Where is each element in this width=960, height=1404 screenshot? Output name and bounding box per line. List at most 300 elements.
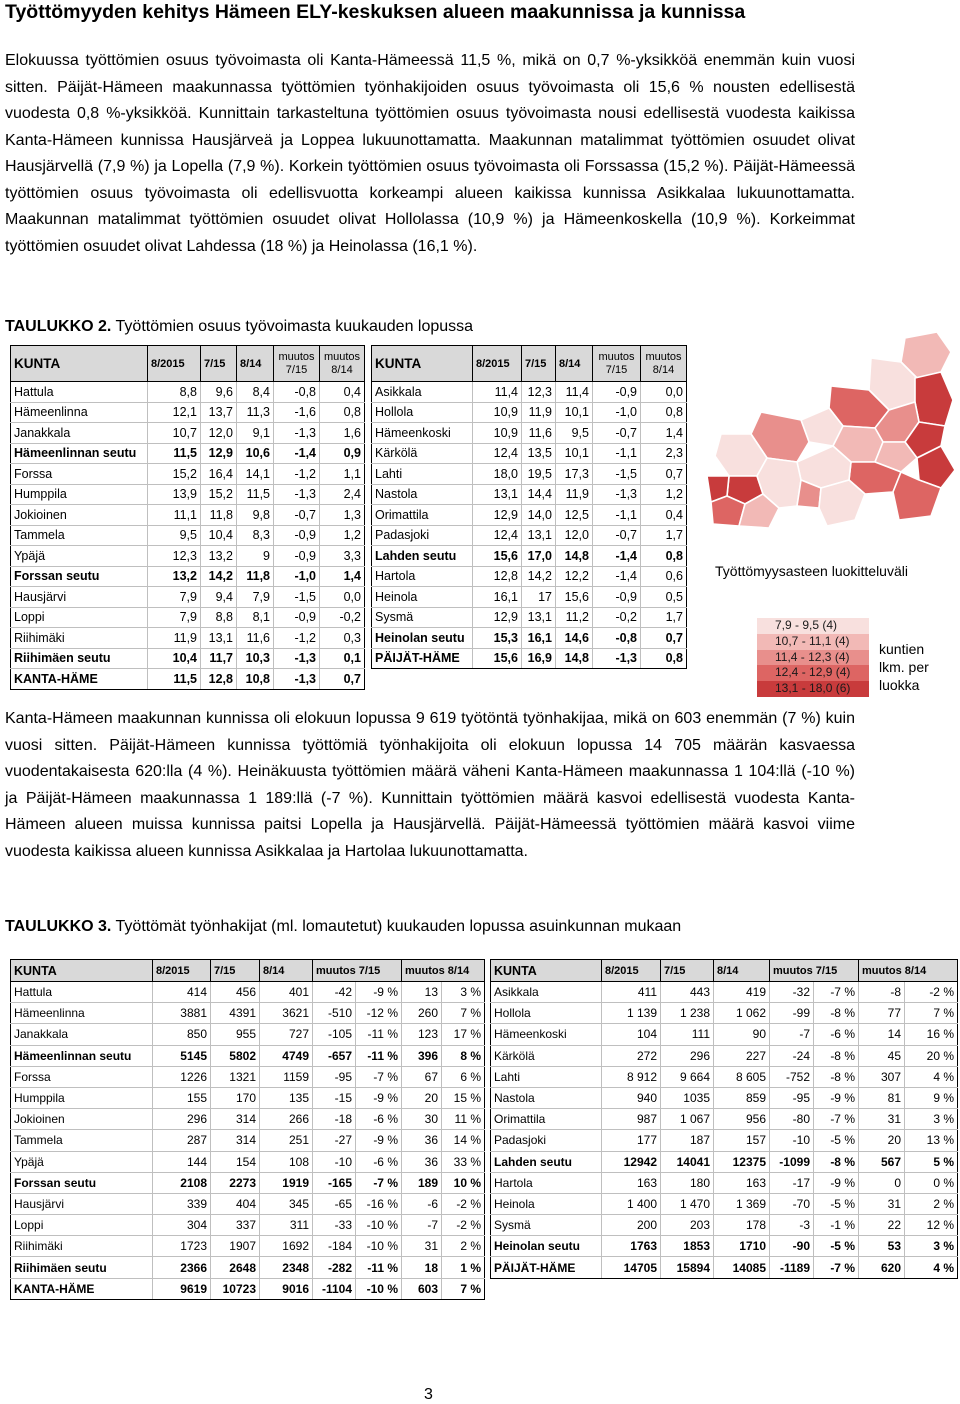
table-cell: 9 664 [661,1066,714,1087]
table-cell: 13,1 [201,628,237,649]
legend-item: 13,1 - 18,0 (6) [757,681,869,697]
table-cell: 287 [153,1130,211,1151]
table-cell: 13,7 [201,402,237,423]
table-cell: -32 [770,982,814,1003]
table-row [372,525,687,546]
municipality-name: Humppila [11,1087,153,1108]
table-row [491,1236,958,1257]
municipality-name: Hausjärvi [11,587,148,608]
page-title: Työttömyyden kehitys Hämeen ELY-keskuksen alueen maakunnissa ja kunnissa [5,1,746,23]
municipality-name: Hämeenlinnan seutu [11,1045,153,1066]
table-row [491,1215,958,1236]
table-cell: -3 [770,1215,814,1236]
table-cell: 17 [522,587,556,608]
table-cell: 3 % [905,1109,958,1130]
table-cell: 157 [714,1130,770,1151]
table-cell: 0,5 [641,587,687,608]
table-cell: -1104 [313,1278,356,1299]
table-cell: 4391 [211,1003,260,1024]
table-cell: 10,9 [473,423,522,444]
table-cell: 11,5 [237,484,274,505]
table-cell: -15 [313,1087,356,1108]
table-cell: -27 [313,1130,356,1151]
table-cell: 955 [211,1024,260,1045]
table-cell: 10 % [442,1172,485,1193]
municipality-name: KANTA-HÄME [11,669,148,690]
table-cell: 16 % [905,1024,958,1045]
table-cell: 11 % [442,1109,485,1130]
col-header-muutos-8-14: muutos 8/14 [641,346,687,382]
table-cell: -7 [770,1024,814,1045]
table-cell: 12,1 [148,402,201,423]
col-header-kunta: KUNTA [11,960,153,982]
table-cell: 14,2 [201,566,237,587]
table-cell: 15894 [661,1257,714,1278]
table-cell: -2 % [442,1215,485,1236]
table-cell: 7 % [442,1278,485,1299]
municipality-name: Loppi [11,607,148,628]
municipality-name: Forssan seutu [11,1172,153,1193]
table-cell: 20 % [905,1045,958,1066]
table-cell: 16,1 [522,628,556,649]
table-cell: 567 [859,1151,905,1172]
table-row [11,648,365,669]
table-row [491,1151,958,1172]
region-map [705,330,957,550]
table-cell: 0,8 [641,402,687,423]
table-cell: 4 % [905,1066,958,1087]
table-cell: 1 400 [602,1193,661,1214]
table-cell: 9619 [153,1278,211,1299]
municipality-name: Jokioinen [11,1109,153,1130]
table-cell: 14,0 [522,505,556,526]
table-cell: 11,9 [556,484,593,505]
table-cell: 13,5 [522,443,556,464]
table-cell: 1853 [661,1236,714,1257]
table-cell: -8 % [814,1003,859,1024]
table-cell: -1,1 [593,505,641,526]
table-cell: 10,3 [237,648,274,669]
table-cell: -1,2 [274,464,320,485]
table-cell: 14,8 [556,648,593,669]
table-cell: 0,1 [320,648,365,669]
municipality-name: Janakkala [11,1024,153,1045]
table-cell: 135 [260,1087,313,1108]
table2-left [10,345,365,690]
table-cell: -0,2 [593,607,641,628]
table-cell: 11,4 [556,382,593,403]
table-cell: 859 [714,1087,770,1108]
table-row [11,1172,485,1193]
table-cell: 0,8 [320,402,365,423]
municipality-name: Hämeenkoski [372,423,473,444]
table-cell: 2108 [153,1172,211,1193]
table-cell: -657 [313,1045,356,1066]
table-cell: 443 [661,982,714,1003]
table-row [491,1130,958,1151]
table-cell: 13,1 [522,607,556,628]
table-cell: 14,4 [522,484,556,505]
table-cell: 15 % [442,1087,485,1108]
table-cell: 155 [153,1087,211,1108]
table-cell: 12,8 [201,669,237,690]
table-cell: -7 % [814,1257,859,1278]
table-row [11,525,365,546]
table-row [491,1193,958,1214]
col-header-8-2015: 8/2015 [153,960,211,982]
table-cell: 4 % [905,1257,958,1278]
table-cell: 337 [211,1215,260,1236]
table-cell: 15,2 [148,464,201,485]
table-row [11,546,365,567]
table-cell: 1763 [602,1236,661,1257]
table-cell: 12,4 [473,443,522,464]
table-cell: -8 % [814,1066,859,1087]
col-header-8-14: 8/14 [237,346,274,382]
municipality-name: Hartola [491,1172,602,1193]
table-cell: 0,0 [641,382,687,403]
table-cell: 12942 [602,1151,661,1172]
table-cell: 414 [153,982,211,1003]
table-cell: 0,9 [320,443,365,464]
table-row [11,443,365,464]
table-cell: -1,3 [274,669,320,690]
col-header-7-15: 7/15 [211,960,260,982]
table3-right [490,959,958,1279]
col-header-kunta: KUNTA [11,346,148,382]
table-row [11,1109,485,1130]
table-cell: -1,4 [274,443,320,464]
municipality-name: Kärkölä [372,443,473,464]
table-cell: 12,4 [473,525,522,546]
table-cell: 850 [153,1024,211,1045]
table-cell: 1710 [714,1236,770,1257]
table-cell: 1226 [153,1066,211,1087]
table-cell: 3 % [442,982,485,1003]
table-cell: 13,9 [148,484,201,505]
table-cell: 266 [260,1109,313,1130]
table-cell: 456 [211,982,260,1003]
table-cell: 620 [859,1257,905,1278]
municipality-name: Lahden seutu [372,546,473,567]
table-cell: 1,4 [320,566,365,587]
table-row [11,566,365,587]
table-cell: 11,6 [237,628,274,649]
table2-right [371,345,687,669]
table-row [491,1066,958,1087]
table-row [372,464,687,485]
table-cell: -1,3 [274,648,320,669]
col-header-7-15: 7/15 [201,346,237,382]
table-cell: -9 % [356,1130,402,1151]
municipality-name: Riihimäen seutu [11,1257,153,1278]
table-cell: 3881 [153,1003,211,1024]
table-cell: 9,8 [237,505,274,526]
table-cell: 11,3 [237,402,274,423]
table-cell: 2,4 [320,484,365,505]
table-cell: 12,3 [148,546,201,567]
table-cell: 12,2 [556,566,593,587]
col-header-8-14: 8/14 [556,346,593,382]
table-cell: 9,5 [556,423,593,444]
table-cell: -7 % [356,1066,402,1087]
table-cell: 15,6 [473,648,522,669]
table-row [491,1087,958,1108]
table-cell: 11,9 [148,628,201,649]
table-cell: 1,4 [641,423,687,444]
municipality-name: Hollola [491,1003,602,1024]
table-row [11,669,365,690]
table-cell: -1,5 [274,587,320,608]
table-cell: -0,7 [593,525,641,546]
table-cell: 419 [714,982,770,1003]
table-cell: 956 [714,1109,770,1130]
table-cell: -6 % [814,1024,859,1045]
table-cell: 12,3 [522,382,556,403]
col-header-muutos-7-15: muutos 7/15 [313,960,402,982]
table-cell: -18 [313,1109,356,1130]
table-cell: 178 [714,1215,770,1236]
table-row [372,505,687,526]
table3-left [10,959,485,1300]
table2-caption-text: Työttömien osuus työvoimasta kuukauden lopussa [115,318,474,335]
table-cell: 11,5 [148,443,201,464]
table-cell: -65 [313,1193,356,1214]
municipality-name: Hattula [11,982,153,1003]
table-cell: 0,4 [641,505,687,526]
table-cell: 296 [153,1109,211,1130]
legend-item: 10,7 - 11,1 (4) [757,634,869,650]
table-cell: -17 [770,1172,814,1193]
table-cell: 13 [402,982,442,1003]
table-cell: -7 % [814,982,859,1003]
table-cell: -0,9 [274,607,320,628]
table-cell: 260 [402,1003,442,1024]
table-cell: 987 [602,1109,661,1130]
table-cell: -282 [313,1257,356,1278]
table-cell: 16,4 [201,464,237,485]
table-cell: 9,5 [148,525,201,546]
table-cell: -0,7 [593,423,641,444]
table-cell: 170 [211,1087,260,1108]
table-cell: -7 [402,1215,442,1236]
table-cell: 14,2 [522,566,556,587]
table-cell: -5 % [814,1193,859,1214]
table-cell: 67 [402,1066,442,1087]
table-cell: 1907 [211,1236,260,1257]
municipality-name: Kärkölä [491,1045,602,1066]
table-cell: 18,0 [473,464,522,485]
table-cell: 16,9 [522,648,556,669]
table-cell: 200 [602,1215,661,1236]
table-cell: -9 % [356,982,402,1003]
table-cell: 10,8 [237,669,274,690]
table-cell: 14705 [602,1257,661,1278]
table-cell: 304 [153,1215,211,1236]
table-cell: 111 [661,1024,714,1045]
table-cell: 4749 [260,1045,313,1066]
table-row [491,1045,958,1066]
table-row [11,1130,485,1151]
municipality-name: Humppila [11,484,148,505]
table-cell: 227 [714,1045,770,1066]
table-cell: 5145 [153,1045,211,1066]
table-cell: 90 [714,1024,770,1045]
table-cell: -1,3 [274,484,320,505]
table-cell: 13 % [905,1130,958,1151]
municipality-name: Tammela [11,525,148,546]
table-row [372,607,687,628]
table-cell: 11,4 [473,382,522,403]
table-cell: 12,9 [473,505,522,526]
table-cell: 14041 [661,1151,714,1172]
municipality-name: Hämeenlinna [11,402,148,423]
table-cell: 1,6 [320,423,365,444]
table-cell: -10 [770,1130,814,1151]
table-cell: 9016 [260,1278,313,1299]
col-header-muutos-8-14: muutos 8/14 [859,960,958,982]
table-row [491,1172,958,1193]
table-cell: 1,1 [320,464,365,485]
table-cell: -1189 [770,1257,814,1278]
table-cell: -95 [770,1087,814,1108]
table-cell: 12,9 [473,607,522,628]
table-cell: 0 [859,1172,905,1193]
table3-caption-prefix: TAULUKKO 3. [5,918,112,935]
municipality-name: Orimattila [491,1109,602,1130]
table-cell: 12,0 [556,525,593,546]
table-cell: 11,9 [522,402,556,423]
table-cell: 1 % [442,1257,485,1278]
col-header-7-15: 7/15 [522,346,556,382]
table-row [372,402,687,423]
table-cell: 1 470 [661,1193,714,1214]
table-cell: -1,4 [593,546,641,567]
table-cell: 10,1 [556,443,593,464]
table-cell: -42 [313,982,356,1003]
municipality-name: Padasjoki [491,1130,602,1151]
municipality-name: Nastola [372,484,473,505]
table-cell: -0,9 [593,587,641,608]
table-row [372,566,687,587]
municipality-name: Asikkala [372,382,473,403]
table-cell: -1,0 [274,566,320,587]
table-cell: 7,9 [148,607,201,628]
table-row [491,1109,958,1130]
municipality-name: Heinola [372,587,473,608]
table-cell: 1 067 [661,1109,714,1130]
municipality-name: Forssa [11,1066,153,1087]
table-cell: -95 [313,1066,356,1087]
table-cell: -70 [770,1193,814,1214]
table-cell: 12 % [905,1215,958,1236]
table-cell: 6 % [442,1066,485,1087]
table-cell: -184 [313,1236,356,1257]
table-row [11,505,365,526]
table-cell: 20 [402,1087,442,1108]
table-cell: 404 [211,1193,260,1214]
table-cell: 1,3 [320,505,365,526]
table2-caption [5,317,473,337]
municipality-name: KANTA-HÄME [11,1278,153,1299]
table-cell: 1,2 [641,484,687,505]
municipality-name: Orimattila [372,505,473,526]
table-cell: 11,8 [237,566,274,587]
table-cell: -6 [402,1193,442,1214]
table-cell: 8 % [442,1045,485,1066]
table-cell: 940 [602,1087,661,1108]
table-cell: 31 [859,1193,905,1214]
table-cell: 401 [260,982,313,1003]
table-cell: 314 [211,1109,260,1130]
table-cell: 411 [602,982,661,1003]
table-cell: 53 [859,1236,905,1257]
table-cell: 17 % [442,1024,485,1045]
table-cell: -2 % [905,982,958,1003]
table-cell: 77 [859,1003,905,1024]
municipality-name: Sysmä [491,1215,602,1236]
table-cell: 108 [260,1151,313,1172]
table-cell: -1,3 [593,648,641,669]
table-cell: -6 % [356,1109,402,1130]
table-cell: 10723 [211,1278,260,1299]
table-cell: 15,6 [556,587,593,608]
municipality-name: Padasjoki [372,525,473,546]
municipality-name: Riihimäen seutu [11,648,148,669]
table2-caption-prefix: TAULUKKO 2. [5,318,112,335]
table-cell: 11,5 [148,669,201,690]
table-cell: 10,9 [473,402,522,423]
table-cell: 314 [211,1130,260,1151]
table-cell: -8 [859,982,905,1003]
municipality-name: Heinolan seutu [491,1236,602,1257]
table-cell: 2 % [905,1193,958,1214]
municipality-name: Nastola [491,1087,602,1108]
table-cell: 13,1 [522,525,556,546]
table-cell: -1,2 [274,628,320,649]
table-cell: 15,3 [473,628,522,649]
col-header-7-15: 7/15 [661,960,714,982]
municipality-name: Hausjärvi [11,1193,153,1214]
table-cell: 0,6 [641,566,687,587]
table-row [11,1045,485,1066]
table-row [491,1257,958,1278]
table-row [11,1066,485,1087]
page-number: 3 [424,1386,433,1403]
table-cell: 180 [661,1172,714,1193]
paragraph-job-seekers: Kanta-Hämeen maakunnan kunnissa oli elokuun lopussa 9 619 työtöntä työnhakijaa, mikä on 603 enemmän (7 %) kuin vuosi sitten. Päijät-Hämeen kunnissa työttömiä työnhakijoita oli elokuun lopussa 14 705 määrän kasvaessa vuodentakaisesta 620:lla (4 %). Heinäkuusta työttömien määrä väheni Kanta-Hämeen maakunnassa 1 104:llä (-10 %) ja Päijät-Hämeen maakunnassa 1 189:llä (-7 %). Kunnittain työttömien määrä kasvoi edellisestä vuodesta Kanta-Hämeen alueen muissa kunnissa paitsi Lopella ja Hausjärvellä. Päijät-Hämeessä työttömien määrä kasvoi viime vuodesta kaikissa alueen kunnissa Asikkalaa ja Hartolaa lukuunottamatta. [5,710,855,860]
table-cell: -11 % [356,1045,402,1066]
table-cell: 1159 [260,1066,313,1087]
table-cell: -10 % [356,1236,402,1257]
municipality-name: Jokioinen [11,505,148,526]
table-cell: -1,6 [274,402,320,423]
municipality-name: PÄIJÄT-HÄME [491,1257,602,1278]
table-row [11,982,485,1003]
table-cell: 727 [260,1024,313,1045]
table-cell: 17,0 [522,546,556,567]
table-cell: 0,4 [320,382,365,403]
table-cell: -1,0 [593,402,641,423]
table-cell: 1,7 [641,607,687,628]
table-cell: 1692 [260,1236,313,1257]
table-cell: 104 [602,1024,661,1045]
municipality-name: Tammela [11,1130,153,1151]
table-cell: -80 [770,1109,814,1130]
table-cell: 8,3 [237,525,274,546]
table-row [372,648,687,669]
table-row [11,1215,485,1236]
